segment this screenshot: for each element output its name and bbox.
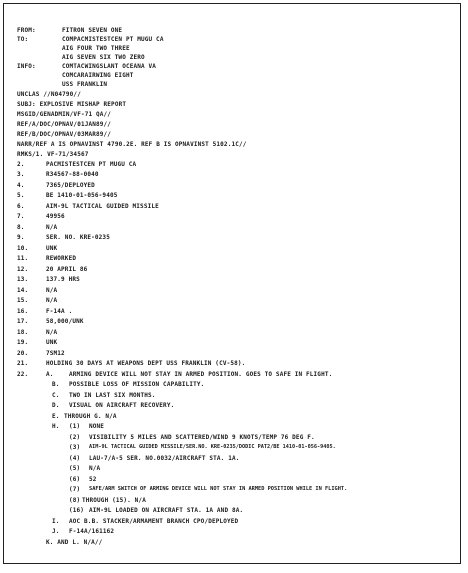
to-value: COMPACMISTESTCEN PT MUGU CA (62, 36, 164, 43)
reference-line: REF/B/DOC/OPNAV/03MAR89// (17, 131, 112, 138)
item-text: UNK (46, 339, 58, 346)
h-item-text: N/A (89, 465, 101, 472)
info-value: COMCARAIRWING EIGHT (62, 72, 134, 79)
sub-item-label: I. (52, 518, 60, 525)
classification-line: UNCLAS //N04790// (17, 91, 81, 98)
to-label: TO: (17, 36, 29, 43)
sub-item-text: AOC B.B. STACKER/ARMAMENT BRANCH CPO/DEPLOYED (69, 518, 239, 525)
item-number: 6. (17, 203, 25, 210)
item-text: AIM-9L TACTICAL GUIDED MISSILE (46, 203, 159, 210)
item-text: 7SM12 (46, 350, 65, 357)
sub-item-label: J. (52, 528, 60, 535)
info-label: INFO: (17, 63, 36, 70)
msgid-line: MSGID/GENADMIN/VF-71 QA// (17, 111, 112, 118)
sub-item-text: ARMING DEVICE WILL NOT STAY IN ARMED POSITION. GOES TO SAFE IN FLIGHT. (69, 371, 333, 378)
item-text: BE 1410-01-056-9405 (46, 192, 118, 199)
item-text: 7365/DEPLOYED (46, 182, 95, 189)
item-number: 8. (17, 224, 25, 231)
item-text: N/A (46, 287, 58, 294)
item-number: 17. (17, 318, 29, 325)
item-number: 7. (17, 213, 25, 220)
h-item-text: 52 (89, 476, 97, 483)
h-item-text: AIM-9L LOADED ON AIRCRAFT STA. 1A AND 8A. (89, 507, 244, 514)
h-item-text: THROUGH (15). N/A (82, 497, 146, 504)
subject-line: SUBJ: EXPLOSIVE MISHAP REPORT (17, 101, 127, 108)
item-number: 3. (17, 171, 25, 178)
from-label: FROM: (17, 27, 36, 34)
h-item-number: (6) (69, 476, 81, 483)
item-text: N/A (46, 297, 58, 304)
item-text: 58,000/UNK (46, 318, 84, 325)
sub-item-label: A. (46, 371, 54, 378)
item-number: 11. (17, 255, 29, 262)
item-text: 49956 (46, 213, 65, 220)
sub-item-label: H. (52, 423, 60, 430)
item-number: 5. (17, 192, 25, 199)
sub-item-label: D. (52, 402, 60, 409)
item-text: F-14A . (46, 308, 73, 315)
sub-item-text: POSSIBLE LOSS OF MISSION CAPABILITY. (69, 381, 205, 388)
sub-item-text: TWO IN LAST SIX MONTHS. (69, 392, 156, 399)
narrative-line: NARR/REF A IS OPNAVINST 4790.2E. REF B IS OPNAVINST 5102.1C// (17, 141, 247, 148)
item-text: SER. NO. KRE-0235 (46, 234, 110, 241)
h-item-text: SAFE/ARM SWITCH OF ARMING DEVICE WILL NOT STAY IN ARMED POSITION WHILE IN FLIGHT. (89, 486, 348, 492)
sub-item-text: THROUGH G. N/A (64, 413, 117, 420)
item-text: UNK (46, 245, 58, 252)
sub-item-label: E. (52, 413, 60, 420)
info-value: USS FRANKLIN (62, 81, 108, 88)
item-number: 12. (17, 266, 29, 273)
sub-item-text: F-14A/161162 (69, 528, 115, 535)
item-number: 2. (17, 161, 25, 168)
sub-item-label: C. (52, 392, 60, 399)
h-item-number: (5) (69, 465, 81, 472)
reference-line: REF/A/DOC/OPNAV/01JAN89// (17, 121, 112, 128)
item-text: N/A (46, 224, 58, 231)
h-item-text: VISIBILITY 5 MILES AND SCATTERED/WIND 9 KNOTS/TEMP 76 DEG F. (89, 434, 315, 441)
item-number: 19. (17, 339, 29, 346)
closing-line: K. AND L. N/A// (46, 539, 103, 546)
item-text: PACMISTESTCEN PT MUGU CA (46, 161, 137, 168)
item-text: REWORKED (46, 255, 77, 262)
to-value: AIG FOUR TWO THREE (62, 45, 130, 52)
h-item-number: (3) (69, 444, 81, 451)
h-item-text: NONE (89, 423, 105, 430)
item-text: 137.9 HRS (46, 276, 80, 283)
item-number: 21. (17, 360, 29, 367)
h-item-number: (7) (69, 486, 81, 493)
item-text: R34567-88-0040 (46, 171, 99, 178)
item-text: 20 APRIL 86 (46, 266, 88, 273)
item-number: 15. (17, 297, 29, 304)
h-item-number: (8) (69, 497, 81, 504)
h-item-number: (1) (69, 423, 81, 430)
item-text: N/A (46, 329, 58, 336)
item-number: 9. (17, 234, 25, 241)
item-number: 18. (17, 329, 29, 336)
item-number: 10. (17, 245, 29, 252)
h-item-text: LAU-7/A-5 SER. NO.0032/AIRCRAFT STA. 1A. (89, 455, 240, 462)
h-item-number: (2) (69, 434, 81, 441)
remarks-line: RMKS/1. VF-71/34567 (17, 151, 89, 158)
item-number: 13. (17, 276, 29, 283)
item-number: 4. (17, 182, 25, 189)
h-item-text: AIM-9L TACTICAL GUIDED MISSILE/SER.NO. KRE-0235/DODIC PAT2/BE 1410-01-056-9405. (89, 444, 336, 450)
item-number: 16. (17, 308, 29, 315)
item-number: 22. (17, 371, 29, 378)
h-item-number: (16) (69, 507, 85, 514)
item-number: 14. (17, 287, 29, 294)
sub-item-text: VISUAL ON AIRCRAFT RECOVERY. (69, 402, 175, 409)
sub-item-label: B. (52, 381, 60, 388)
from-value: FITRON SEVEN ONE (62, 27, 123, 34)
item-number: 20. (17, 350, 29, 357)
item-text: HOLDING 30 DAYS AT WEAPONS DEPT USS FRANKLIN (CV-58). (46, 360, 246, 367)
info-value: COMTACWINGSLANT OCEANA VA (62, 63, 157, 70)
to-value: AIG SEVEN SIX TWO ZERO (62, 54, 145, 61)
h-item-number: (4) (69, 455, 81, 462)
